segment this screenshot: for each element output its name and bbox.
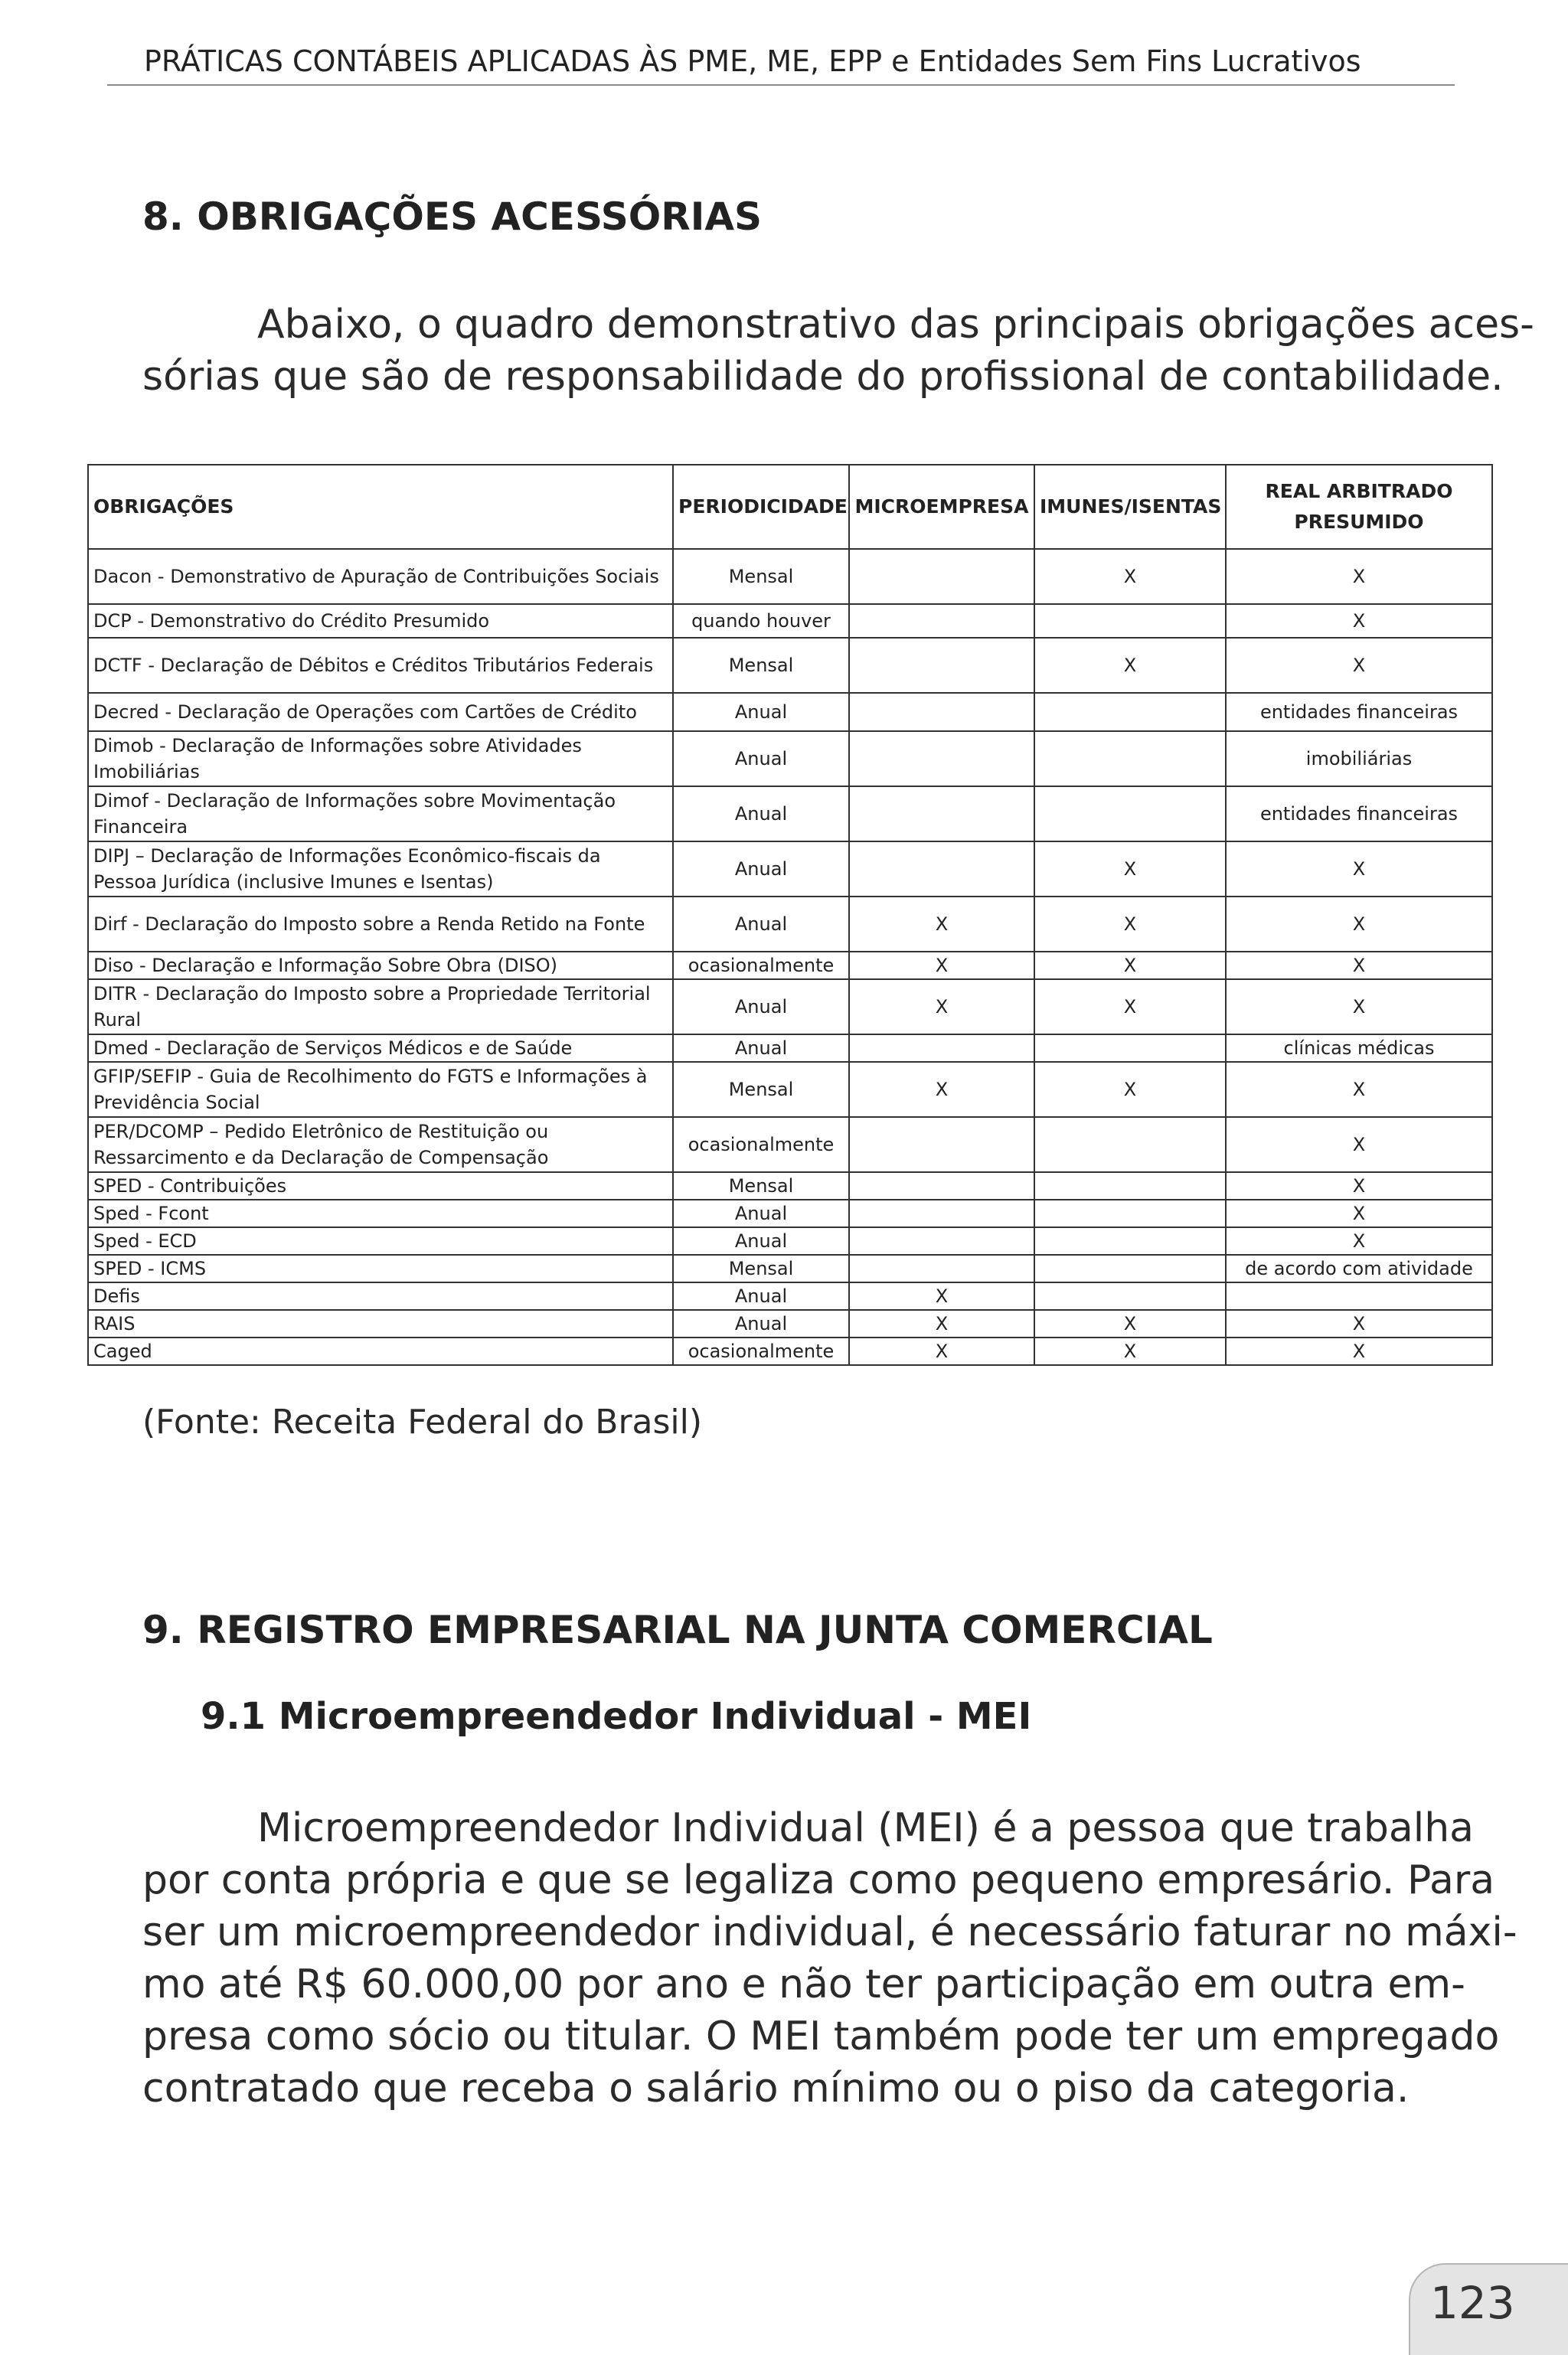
obligation-name-cell: DIPJ – Declaração de Informações Econômico-fiscais da Pessoa Jurídica (inclusive Imunes e Isentas) (88, 841, 673, 897)
microempresa-cell (849, 1117, 1034, 1172)
table-row (88, 786, 1492, 841)
section-8-heading: 8. OBRIGAÇÕES ACESSÓRIAS (142, 194, 763, 239)
real-arbitrado-presumido-cell: X (1226, 897, 1492, 952)
microempresa-cell: X (849, 1338, 1034, 1365)
obligation-name-cell: SPED - Contribuições (88, 1172, 673, 1200)
periodicity-cell: ocasionalmente (673, 1117, 849, 1172)
table-row (88, 731, 1492, 786)
obligation-name-cell: Dimob - Declaração de Informações sobre Atividades Imobiliárias (88, 731, 673, 786)
real-arbitrado-presumido-cell: X (1226, 1338, 1492, 1365)
obligation-name-cell: Sped - ECD (88, 1227, 673, 1255)
running-header (107, 29, 1455, 86)
real-arbitrado-presumido-cell: X (1226, 952, 1492, 979)
real-arbitrado-presumido-cell: X (1226, 638, 1492, 693)
col-header-periodicidade: PERIODICIDADE (673, 465, 849, 549)
microempresa-cell: X (849, 1062, 1034, 1117)
microempresa-cell (849, 1255, 1034, 1282)
periodicity-cell: Anual (673, 841, 849, 897)
body-line: por conta própria e que se legaliza como pequeno empresário. Para (142, 1857, 1495, 1903)
section-9-heading: 9. REGISTRO EMPRESARIAL NA JUNTA COMERCIAL (142, 1608, 1213, 1652)
table-row (88, 1034, 1492, 1062)
real-arbitrado-presumido-cell: entidades financeiras (1226, 786, 1492, 841)
table-row (88, 638, 1492, 693)
table-row (88, 979, 1492, 1034)
periodicity-cell: Anual (673, 979, 849, 1034)
periodicity-cell: ocasionalmente (673, 952, 849, 979)
table-row (88, 1227, 1492, 1255)
periodicity-cell: Anual (673, 1227, 849, 1255)
obligation-name-cell: Diso - Declaração e Informação Sobre Obra (DISO) (88, 952, 673, 979)
microempresa-cell: X (849, 1282, 1034, 1310)
periodicity-cell: Mensal (673, 549, 849, 604)
real-arbitrado-presumido-cell: entidades financeiras (1226, 693, 1492, 731)
obligation-name-cell: Defis (88, 1282, 673, 1310)
periodicity-cell: Anual (673, 1200, 849, 1227)
real-arbitrado-presumido-cell (1226, 1282, 1492, 1310)
table-row (88, 1062, 1492, 1117)
obligation-name-cell: Dirf - Declaração do Imposto sobre a Renda Retido na Fonte (88, 897, 673, 952)
real-arbitrado-presumido-cell: X (1226, 1200, 1492, 1227)
table-row (88, 841, 1492, 897)
imunes-isentas-cell: X (1034, 1062, 1226, 1117)
obligation-name-cell: GFIP/SEFIP - Guia de Recolhimento do FGTS e Informações à Previdência Social (88, 1062, 673, 1117)
col-header-imunes-isentas: IMUNES/ISENTAS (1034, 465, 1226, 549)
periodicity-cell: Anual (673, 897, 849, 952)
real-arbitrado-presumido-cell: X (1226, 979, 1492, 1034)
periodicity-cell: Mensal (673, 1255, 849, 1282)
obligations-table-body (88, 549, 1492, 1365)
table-row (88, 1200, 1492, 1227)
obligation-name-cell: DCTF - Declaração de Débitos e Créditos Tributários Federais (88, 638, 673, 693)
section-9-body (142, 1802, 1517, 2115)
obligation-name-cell: RAIS (88, 1310, 673, 1338)
section-8-intro (142, 299, 1534, 403)
microempresa-cell (849, 604, 1034, 638)
imunes-isentas-cell: X (1034, 952, 1226, 979)
obligation-name-cell: Sped - Fcont (88, 1200, 673, 1227)
table-row (88, 1255, 1492, 1282)
col-header-real-arbitrado-presumido: REAL ARBITRADO PRESUMIDO (1226, 465, 1492, 549)
microempresa-cell (849, 1172, 1034, 1200)
real-arbitrado-presumido-cell: X (1226, 549, 1492, 604)
periodicity-cell: Anual (673, 786, 849, 841)
microempresa-cell: X (849, 897, 1034, 952)
real-arbitrado-presumido-cell: X (1226, 1062, 1492, 1117)
imunes-isentas-cell (1034, 786, 1226, 841)
periodicity-cell: Mensal (673, 1172, 849, 1200)
body-line: presa como sócio ou titular. O MEI também pode ter um empregado (142, 2014, 1500, 2059)
real-arbitrado-presumido-cell: X (1226, 1117, 1492, 1172)
imunes-isentas-cell (1034, 1200, 1226, 1227)
table-row (88, 604, 1492, 638)
obligation-name-cell: Dimof - Declaração de Informações sobre Movimentação Financeira (88, 786, 673, 841)
imunes-isentas-cell: X (1034, 841, 1226, 897)
microempresa-cell (849, 841, 1034, 897)
periodicity-cell: Anual (673, 731, 849, 786)
microempresa-cell (849, 1034, 1034, 1062)
microempresa-cell: X (849, 1310, 1034, 1338)
col-header-obrigacoes: OBRIGAÇÕES (88, 465, 673, 549)
table-row (88, 897, 1492, 952)
imunes-isentas-cell (1034, 1172, 1226, 1200)
section-9-1-subheading: 9.1 Microempreendedor Individual - MEI (201, 1695, 1032, 1738)
microempresa-cell (849, 731, 1034, 786)
body-line: contratado que receba o salário mínimo ou o piso da categoria. (142, 2066, 1410, 2112)
table-row (88, 1117, 1492, 1172)
imunes-isentas-cell (1034, 1227, 1226, 1255)
real-arbitrado-presumido-cell: X (1226, 604, 1492, 638)
real-arbitrado-presumido-cell: X (1226, 841, 1492, 897)
obligation-name-cell: DCP - Demonstrativo do Crédito Presumido (88, 604, 673, 638)
obligation-name-cell: Caged (88, 1338, 673, 1365)
page-number-tab (1409, 2263, 1568, 2355)
imunes-isentas-cell (1034, 1117, 1226, 1172)
intro-line: sórias que são de responsabilidade do profissional de contabilidade. (142, 354, 1504, 400)
table-header-row (88, 465, 1492, 549)
table-row (88, 549, 1492, 604)
table-row (88, 693, 1492, 731)
table-source-note: (Fonte: Receita Federal do Brasil) (142, 1403, 703, 1442)
real-arbitrado-presumido-cell: X (1226, 1227, 1492, 1255)
imunes-isentas-cell: X (1034, 897, 1226, 952)
obligation-name-cell: SPED - ICMS (88, 1255, 673, 1282)
periodicity-cell: Anual (673, 1310, 849, 1338)
obligation-name-cell: Dacon - Demonstrativo de Apuração de Contribuições Sociais (88, 549, 673, 604)
periodicity-cell: Anual (673, 693, 849, 731)
microempresa-cell (849, 1200, 1034, 1227)
obligation-name-cell: Dmed - Declaração de Serviços Médicos e de Saúde (88, 1034, 673, 1062)
table-row (88, 1172, 1492, 1200)
microempresa-cell (849, 786, 1034, 841)
imunes-isentas-cell (1034, 693, 1226, 731)
body-line: Microempreendedor Individual (MEI) é a pessoa que trabalha (257, 1805, 1475, 1851)
periodicity-cell: quando houver (673, 604, 849, 638)
obligation-name-cell: DITR - Declaração do Imposto sobre a Propriedade Territorial Rural (88, 979, 673, 1034)
periodicity-cell: Anual (673, 1034, 849, 1062)
imunes-isentas-cell: X (1034, 1310, 1226, 1338)
page-number: 123 (1430, 2277, 1515, 2329)
running-header-title: PRÁTICAS CONTÁBEIS APLICADAS ÀS PME, ME, EPP e Entidades Sem Fins Lucrativos (144, 44, 1361, 78)
table-row (88, 1310, 1492, 1338)
imunes-isentas-cell: X (1034, 638, 1226, 693)
real-arbitrado-presumido-cell: imobiliárias (1226, 731, 1492, 786)
imunes-isentas-cell (1034, 1034, 1226, 1062)
table-row (88, 1338, 1492, 1365)
imunes-isentas-cell (1034, 1282, 1226, 1310)
microempresa-cell: X (849, 952, 1034, 979)
obligations-table (87, 464, 1493, 1366)
periodicity-cell: ocasionalmente (673, 1338, 849, 1365)
real-arbitrado-presumido-cell: X (1226, 1172, 1492, 1200)
microempresa-cell (849, 693, 1034, 731)
microempresa-cell (849, 1227, 1034, 1255)
table-row (88, 1282, 1492, 1310)
body-line: mo até R$ 60.000,00 por ano e não ter participação em outra em- (142, 1961, 1465, 2007)
obligation-name-cell: Decred - Declaração de Operações com Cartões de Crédito (88, 693, 673, 731)
periodicity-cell: Mensal (673, 638, 849, 693)
imunes-isentas-cell (1034, 604, 1226, 638)
intro-line: Abaixo, o quadro demonstrativo das principais obrigações aces- (257, 302, 1534, 348)
periodicity-cell: Mensal (673, 1062, 849, 1117)
imunes-isentas-cell: X (1034, 1338, 1226, 1365)
col-header-microempresa: MICROEMPRESA (849, 465, 1034, 549)
real-arbitrado-presumido-cell: X (1226, 1310, 1492, 1338)
periodicity-cell: Anual (673, 1282, 849, 1310)
table-row (88, 952, 1492, 979)
body-line: ser um microempreendedor individual, é necessário faturar no máxi- (142, 1909, 1517, 1955)
microempresa-cell (849, 638, 1034, 693)
imunes-isentas-cell (1034, 1255, 1226, 1282)
imunes-isentas-cell (1034, 731, 1226, 786)
real-arbitrado-presumido-cell: clínicas médicas (1226, 1034, 1492, 1062)
imunes-isentas-cell: X (1034, 979, 1226, 1034)
real-arbitrado-presumido-cell: de acordo com atividade (1226, 1255, 1492, 1282)
microempresa-cell: X (849, 979, 1034, 1034)
imunes-isentas-cell: X (1034, 549, 1226, 604)
obligation-name-cell: PER/DCOMP – Pedido Eletrônico de Restituição ou Ressarcimento e da Declaração de Compensação (88, 1117, 673, 1172)
microempresa-cell (849, 549, 1034, 604)
